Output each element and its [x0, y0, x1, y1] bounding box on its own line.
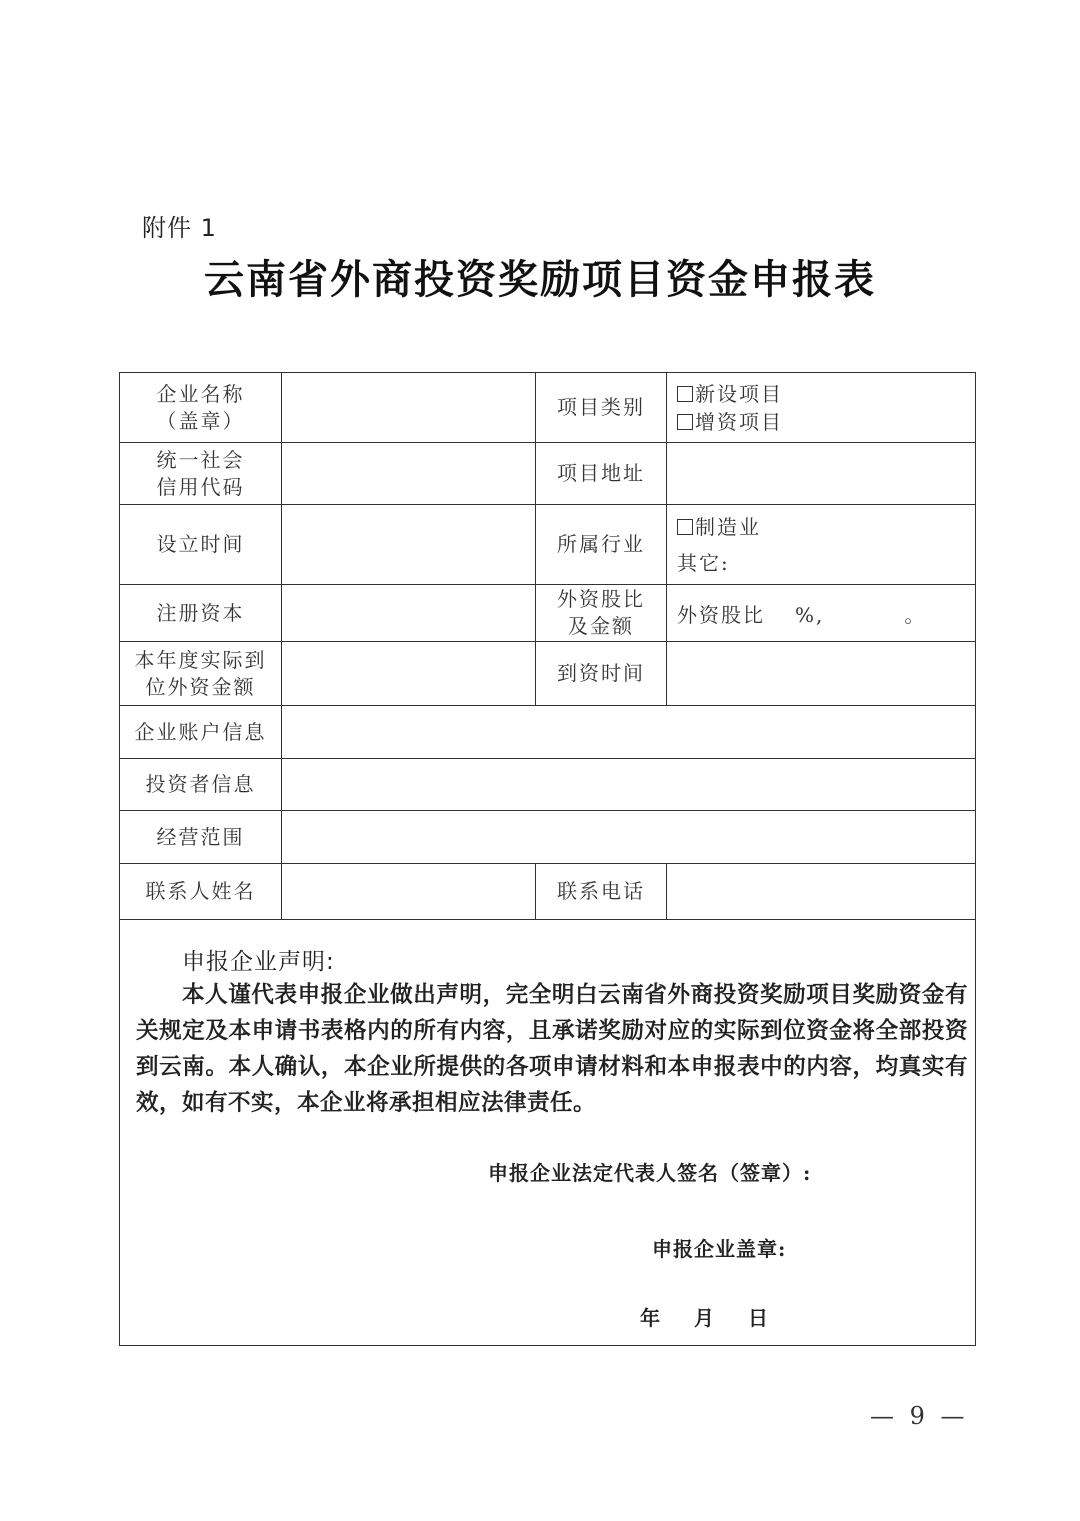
company-name-label-cell [120, 373, 282, 443]
declaration-body: 本人谨代表申报企业做出声明，完全明白云南省外商投资奖励项目奖励资金有关规定及本申请书表格内的所有内容，且承诺奖励对应的实际到位资金将全部投资到云南。本人确认，本企业所提供的各项申请材料和本申报表中的内容，均真实有效，如有不实，本企业将承担相应法律责任。 [136, 981, 968, 1116]
option-new-project[interactable] [671, 380, 971, 408]
foreign-ratio-label-line-2: 及金额 [568, 614, 634, 638]
form-row-established [120, 505, 976, 585]
page-title: 云南省外商投资奖励项目资金申报表 [204, 256, 876, 303]
investor-field[interactable] [282, 759, 976, 811]
option-capital-increase-label: 增资项目 [695, 409, 783, 434]
foreign-ratio-text [671, 603, 926, 627]
form-row-credit-code [120, 443, 976, 505]
credit-code-field[interactable] [282, 443, 536, 505]
company-name-label: 企业名称 [156, 381, 245, 406]
investor-label: 投资者信息 [120, 759, 282, 811]
form-row-capital [120, 585, 976, 642]
application-form-table [119, 372, 976, 1346]
established-label: 设立时间 [120, 505, 282, 585]
industry-other-label[interactable]: 其它: [677, 550, 730, 575]
checkbox-icon[interactable] [677, 414, 693, 430]
contact-phone-field[interactable] [667, 864, 976, 920]
industry-label: 所属行业 [536, 505, 667, 585]
company-name-sub-label: （盖章） [156, 408, 245, 433]
funds-time-label: 到资时间 [536, 642, 667, 706]
form-row-company [120, 373, 976, 443]
registered-capital-field[interactable] [282, 585, 536, 642]
credit-code-label-cell [120, 443, 282, 505]
project-address-field[interactable] [667, 443, 976, 505]
checkbox-icon[interactable] [677, 386, 693, 402]
actual-funds-label-cell [120, 642, 282, 706]
funds-time-field[interactable] [667, 642, 976, 706]
foreign-ratio-end: 。 [904, 602, 927, 627]
actual-funds-label-line-2: 位外资金额 [145, 674, 256, 699]
contact-phone-label: 联系电话 [536, 864, 667, 920]
declaration-section [120, 920, 976, 1346]
form-row-account [120, 706, 976, 759]
foreign-ratio-percent: %, [795, 602, 825, 627]
contact-name-field[interactable] [282, 864, 536, 920]
option-manufacturing-label: 制造业 [695, 514, 761, 539]
date-day: 日 [748, 1305, 768, 1330]
account-field[interactable] [282, 706, 976, 759]
checkbox-icon[interactable] [677, 519, 693, 535]
form-row-investor [120, 759, 976, 811]
foreign-ratio-field[interactable] [667, 585, 976, 642]
actual-funds-field[interactable] [282, 642, 536, 706]
project-address-label: 项目地址 [536, 443, 667, 505]
form-row-actual-funds [120, 642, 976, 706]
form-row-contact [120, 864, 976, 920]
company-name-field[interactable] [282, 373, 536, 443]
foreign-ratio-prefix: 外资股比 [677, 602, 765, 627]
rep-signature-label: 申报企业法定代表人签名（签章）: [488, 1160, 812, 1185]
option-manufacturing[interactable] [671, 509, 971, 545]
option-new-project-label: 新设项目 [695, 381, 783, 406]
form-row-scope [120, 811, 976, 864]
credit-code-label-line-1: 统一社会 [156, 447, 245, 472]
project-type-options [667, 373, 976, 443]
credit-code-label-line-2: 信用代码 [156, 474, 245, 499]
date-month: 月 [694, 1305, 714, 1330]
date-line [640, 1302, 802, 1331]
scope-label: 经营范围 [120, 811, 282, 864]
industry-options [667, 505, 976, 585]
option-capital-increase[interactable] [671, 408, 971, 436]
account-label: 企业账户信息 [120, 706, 282, 759]
company-seal-label: 申报企业盖章: [652, 1236, 787, 1261]
project-type-label: 项目类别 [536, 373, 667, 443]
date-year: 年 [640, 1305, 660, 1330]
scope-field[interactable] [282, 811, 976, 864]
foreign-ratio-label-line-1: 外资股比 [557, 587, 645, 611]
page-number: — 9 — [870, 1402, 969, 1430]
registered-capital-label: 注册资本 [120, 585, 282, 642]
actual-funds-label-line-1: 本年度实际到 [134, 647, 267, 672]
form-row-declaration [120, 920, 976, 1346]
foreign-ratio-label-cell [536, 585, 667, 642]
established-field[interactable] [282, 505, 536, 585]
declaration-title: 申报企业声明: [182, 948, 335, 975]
contact-name-label: 联系人姓名 [120, 864, 282, 920]
attachment-label: 附件 1 [142, 214, 217, 242]
